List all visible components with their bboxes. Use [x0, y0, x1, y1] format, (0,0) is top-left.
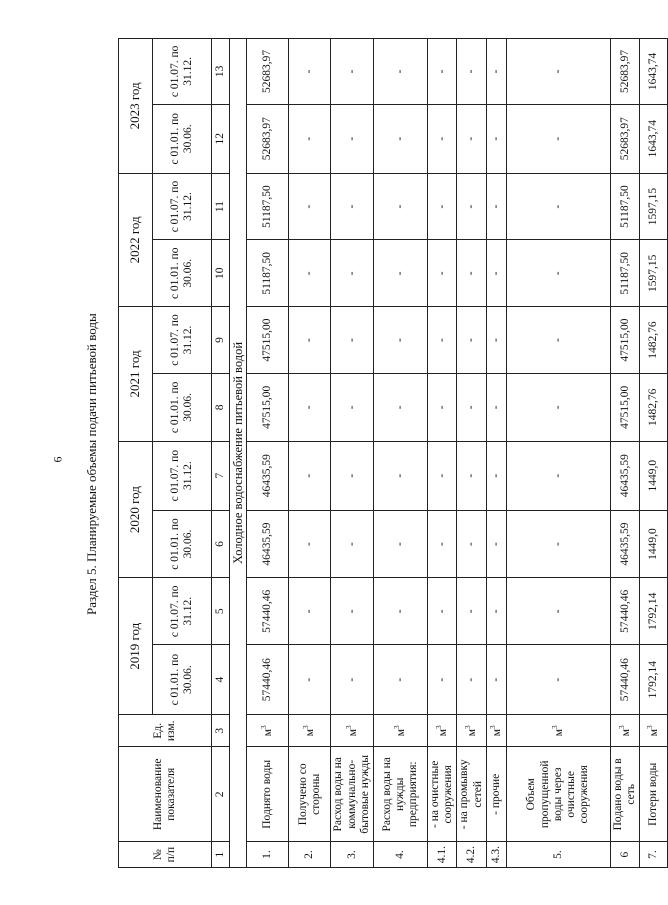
row-value: - [457, 173, 486, 240]
header-year-2020: 2020 год [119, 441, 153, 578]
col-number: 10 [212, 240, 230, 307]
row-value: - [486, 373, 506, 441]
row-value: - [428, 441, 457, 510]
row-value: - [428, 373, 457, 441]
row-value: - [331, 441, 374, 510]
row-value: - [331, 645, 374, 715]
table-row [374, 39, 428, 868]
row-value: - [289, 441, 331, 510]
col-number: 3 [212, 715, 230, 747]
row-value: 1597,15 [640, 240, 668, 307]
row-value: 1643,74 [640, 39, 668, 105]
row-value: - [289, 373, 331, 441]
header-half-2: с 01.07. по 31.12. [153, 307, 212, 374]
row-value: 47515,00 [610, 307, 639, 374]
row-unit: $м^3$ [247, 715, 289, 747]
row-value: - [331, 307, 374, 374]
row-value: 47515,00 [610, 373, 639, 441]
row-value: - [457, 645, 486, 715]
row-value: 47515,00 [247, 373, 289, 441]
table-row [640, 39, 668, 868]
row-number: 4. [374, 842, 428, 868]
header-half-2: с 01.07. по 31.12. [153, 441, 212, 510]
row-value: - [374, 645, 428, 715]
col-number: 8 [212, 373, 230, 441]
row-name: - на очистные сооружения [428, 747, 457, 842]
row-unit: $м^3$ [331, 715, 374, 747]
table-row [457, 39, 486, 868]
header-half-2: с 01.07. по 31.12. [153, 173, 212, 240]
band-title: Холодное водоснабжение питьевой водой [230, 39, 247, 868]
row-value: - [374, 373, 428, 441]
row-value: - [486, 645, 506, 715]
table-row [428, 39, 457, 868]
col-number: 9 [212, 307, 230, 374]
row-number: 1. [247, 842, 289, 868]
row-name: Поднято воды [247, 747, 289, 842]
row-value: 46435,59 [610, 441, 639, 510]
row-value: - [506, 578, 610, 645]
row-value: 57440,46 [610, 578, 639, 645]
header-half-1: с 01.01. по 30.06. [153, 104, 212, 173]
row-number: 4.2. [457, 842, 486, 868]
row-value: 1792,14 [640, 645, 668, 715]
row-value: 51187,50 [247, 240, 289, 307]
row-value: - [457, 307, 486, 374]
row-number: 4.3. [486, 842, 506, 868]
row-value: - [457, 373, 486, 441]
col-number: 4 [212, 645, 230, 715]
row-value: 46435,59 [247, 441, 289, 510]
row-value: - [374, 510, 428, 578]
header-half-2: с 01.07. по 31.12. [153, 578, 212, 645]
row-value: - [289, 645, 331, 715]
col-number: 13 [212, 39, 230, 105]
row-value: - [428, 173, 457, 240]
row-value: - [506, 307, 610, 374]
row-value: 1643,74 [640, 104, 668, 173]
row-unit: $м^3$ [506, 715, 610, 747]
row-value: - [331, 104, 374, 173]
col-number: 7 [212, 441, 230, 510]
row-name: Подано воды в сеть [610, 747, 639, 842]
row-value: - [289, 104, 331, 173]
water-supply-table [118, 38, 668, 868]
row-value: - [486, 173, 506, 240]
col-number: 12 [212, 104, 230, 173]
row-name: - на промывку сетей [457, 747, 486, 842]
row-value: - [289, 240, 331, 307]
row-value: - [289, 307, 331, 374]
row-name: Получено со стороны [289, 747, 331, 842]
row-value: - [428, 240, 457, 307]
row-value: - [506, 510, 610, 578]
row-number: 6 [610, 842, 639, 868]
row-value: - [374, 39, 428, 105]
row-value: 57440,46 [247, 645, 289, 715]
row-value: - [374, 240, 428, 307]
row-value: 1482,76 [640, 307, 668, 374]
row-value: 57440,46 [610, 645, 639, 715]
row-value: 51187,50 [610, 173, 639, 240]
row-value: - [457, 104, 486, 173]
row-value: - [331, 510, 374, 578]
row-value: - [457, 39, 486, 105]
header-year-2022: 2022 год [119, 173, 153, 307]
header-no: № п/п [119, 842, 212, 868]
table-row [486, 39, 506, 868]
row-value: - [374, 307, 428, 374]
row-value: - [506, 240, 610, 307]
row-value: - [428, 39, 457, 105]
header-name: Наименование показателя [119, 747, 212, 842]
row-unit: $м^3$ [610, 715, 639, 747]
row-value: - [428, 645, 457, 715]
row-unit: $м^3$ [457, 715, 486, 747]
row-value: 46435,59 [247, 510, 289, 578]
row-value: - [289, 173, 331, 240]
row-value: - [428, 510, 457, 578]
table-row [247, 39, 289, 868]
header-year-2019: 2019 год [119, 578, 153, 715]
row-value: - [331, 240, 374, 307]
row-value: 52683,97 [247, 39, 289, 105]
header-half-1: с 01.01. по 30.06. [153, 373, 212, 441]
row-value: 1482,76 [640, 373, 668, 441]
row-value: 51187,50 [610, 240, 639, 307]
row-value: - [331, 39, 374, 105]
row-value: 1449,0 [640, 510, 668, 578]
page-number: 6 [50, 456, 65, 463]
row-value: - [331, 578, 374, 645]
row-value: - [374, 578, 428, 645]
row-value: - [506, 173, 610, 240]
row-number: 5. [506, 842, 610, 868]
row-value: - [486, 441, 506, 510]
rotated-table-wrapper [118, 38, 661, 868]
row-name: Потери воды [640, 747, 668, 842]
row-value: - [486, 39, 506, 105]
row-value: - [374, 173, 428, 240]
row-name: - прочие [486, 747, 506, 842]
row-value: - [457, 441, 486, 510]
row-value: - [289, 578, 331, 645]
row-unit: $м^3$ [486, 715, 506, 747]
row-number: 3. [331, 842, 374, 868]
row-name: Расход воды на нужды предприятия: [374, 747, 428, 842]
row-value: - [506, 39, 610, 105]
row-value: - [428, 578, 457, 645]
row-value: 46435,59 [610, 510, 639, 578]
row-name: Объем пропущенной воды через очистные сооружения [506, 747, 610, 842]
row-value: 52683,97 [247, 104, 289, 173]
col-number: 1 [212, 842, 230, 868]
row-value: - [428, 104, 457, 173]
row-value: - [486, 307, 506, 374]
row-value: - [486, 510, 506, 578]
row-unit: $м^3$ [289, 715, 331, 747]
row-value: - [457, 240, 486, 307]
row-value: - [331, 173, 374, 240]
row-number: 4.1. [428, 842, 457, 868]
header-half-1: с 01.01. по 30.06. [153, 645, 212, 715]
row-value: - [428, 307, 457, 374]
row-value: - [289, 510, 331, 578]
row-unit: $м^3$ [428, 715, 457, 747]
row-value: - [486, 104, 506, 173]
header-half-1: с 01.01. по 30.06. [153, 510, 212, 578]
row-value: - [506, 441, 610, 510]
row-value: - [506, 373, 610, 441]
col-number: 5 [212, 578, 230, 645]
row-value: 1449,0 [640, 441, 668, 510]
col-number: 11 [212, 173, 230, 240]
table-row [506, 39, 610, 868]
col-number: 2 [212, 747, 230, 842]
row-value: 52683,97 [610, 104, 639, 173]
row-number: 2. [289, 842, 331, 868]
row-value: - [506, 645, 610, 715]
section-title: Раздел 5. Планируемые объемы подачи питьевой воды [84, 313, 99, 615]
row-unit: $м^3$ [374, 715, 428, 747]
row-value: - [457, 510, 486, 578]
header-unit: Ед. изм. [119, 715, 212, 747]
row-value: 57440,46 [247, 578, 289, 645]
row-value: - [374, 441, 428, 510]
row-value: - [486, 240, 506, 307]
row-value: 52683,97 [610, 39, 639, 105]
row-value: - [486, 578, 506, 645]
row-value: 47515,00 [247, 307, 289, 374]
header-year-2021: 2021 год [119, 307, 153, 442]
header-half-2: с 01.07. по 31.12. [153, 39, 212, 105]
row-name: Расход воды на коммунально-бытовые нужды [331, 747, 374, 842]
row-value: - [457, 578, 486, 645]
header-half-1: с 01.01. по 30.06. [153, 240, 212, 307]
row-value: - [506, 104, 610, 173]
row-number: 7. [640, 842, 668, 868]
table-row [610, 39, 639, 868]
row-value: 1597,15 [640, 173, 668, 240]
row-value: - [331, 373, 374, 441]
row-unit: $м^3$ [640, 715, 668, 747]
row-value: - [289, 39, 331, 105]
col-number: 6 [212, 510, 230, 578]
row-value: 51187,50 [247, 173, 289, 240]
row-value: 1792,14 [640, 578, 668, 645]
header-year-2023: 2023 год [119, 39, 153, 174]
row-value: - [374, 104, 428, 173]
table-row [289, 39, 331, 868]
table-row [331, 39, 374, 868]
